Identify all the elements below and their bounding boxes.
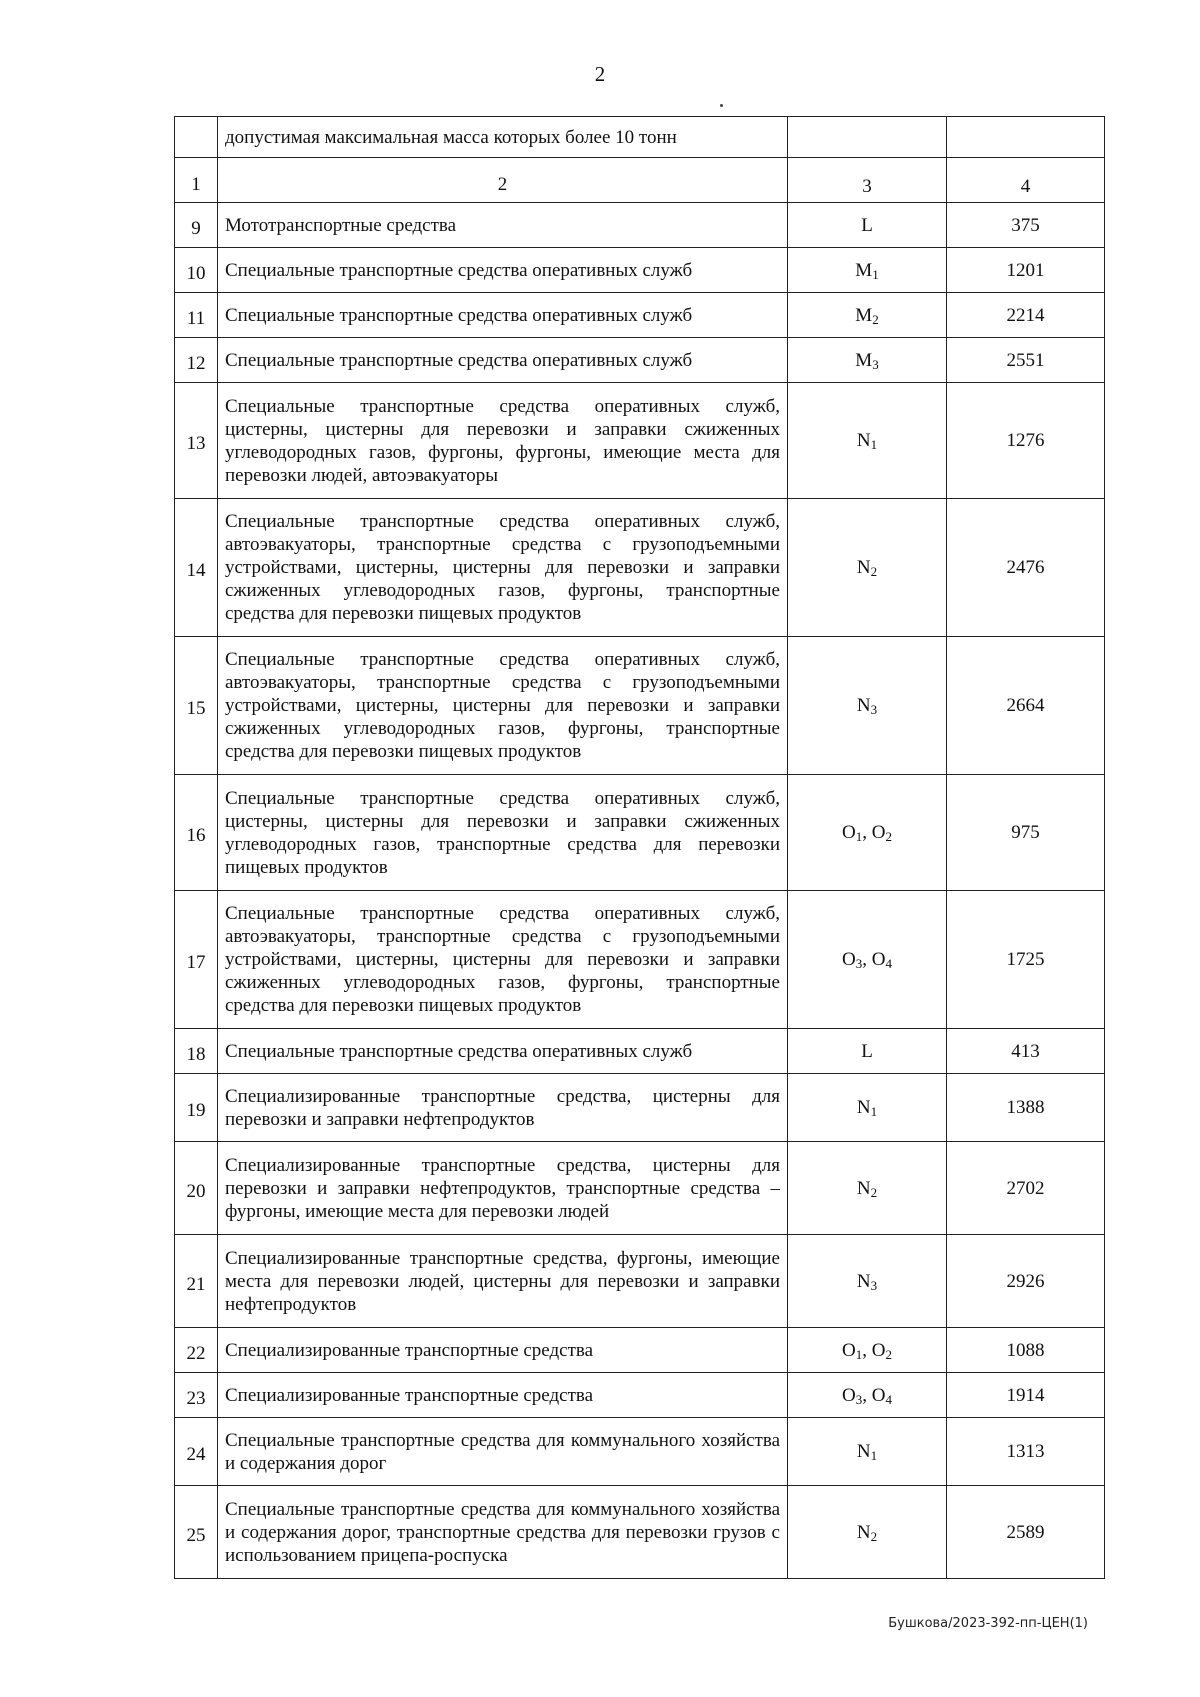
tariff-value: 1201 bbox=[947, 248, 1105, 293]
row-number: 22 bbox=[175, 1328, 218, 1373]
row-number: 18 bbox=[175, 1029, 218, 1074]
row-number: 14 bbox=[175, 499, 218, 637]
continuation-text: допустимая максимальная масса которых более 10 тонн bbox=[218, 117, 788, 158]
category-letter: L bbox=[861, 1040, 873, 1062]
category-letter: O bbox=[871, 822, 886, 843]
category-letter: O bbox=[842, 949, 856, 970]
continuation-row bbox=[175, 117, 1105, 158]
table-row bbox=[175, 891, 1105, 1029]
category-subscript: 4 bbox=[885, 1391, 892, 1407]
vehicle-description: Специализированные транспортные средства bbox=[218, 1328, 788, 1373]
continuation-val-cell bbox=[947, 117, 1105, 158]
scan-dot bbox=[720, 104, 723, 107]
tariff-value: 413 bbox=[947, 1029, 1105, 1074]
row-number: 10 bbox=[175, 248, 218, 293]
category-subscript: 1 bbox=[870, 1448, 878, 1463]
table-row bbox=[175, 1373, 1105, 1418]
category-letter: O bbox=[842, 822, 856, 843]
row-number: 17 bbox=[175, 891, 218, 1029]
vehicle-category bbox=[788, 1486, 947, 1579]
tariff-value: 2664 bbox=[947, 637, 1105, 775]
category-subscript: 1 bbox=[872, 266, 879, 282]
category-subscript: 2 bbox=[885, 1346, 892, 1362]
vehicle-description: Специальные транспортные средства оперативных служб, автоэвакуаторы, транспортные средства с грузоподъемными устройствами, цистерны, цистерны для перевозки и заправки сжиженных углеводородных газов, фургоны, транспортные средства для перевозки пищевых продуктов bbox=[218, 637, 788, 775]
table-row bbox=[175, 1074, 1105, 1142]
vehicle-category bbox=[788, 293, 947, 338]
column-number-row bbox=[175, 158, 1105, 203]
category-letter: O bbox=[842, 1339, 856, 1361]
vehicle-description: Специальные транспортные средства оперативных служб, цистерны, цистерны для перевозки и заправки сжиженных углеводородных газов, транспортные средства для перевозки пищевых продуктов bbox=[218, 775, 788, 891]
vehicle-category bbox=[788, 1029, 947, 1074]
vehicle-description: Специальные транспортные средства оперативных служб bbox=[218, 293, 788, 338]
page-number: 2 bbox=[594, 62, 606, 86]
row-number: 23 bbox=[175, 1373, 218, 1418]
tariff-value: 1725 bbox=[947, 891, 1105, 1029]
tariff-value: 2476 bbox=[947, 499, 1105, 637]
vehicle-category: $O_1$, $O_2$ bbox=[788, 775, 947, 891]
vehicle-description: Специализированные транспортные средства, цистерны для перевозки и заправки нефтепродуктов, транспортные средства – фургоны, имеющие места для перевозки людей bbox=[218, 1142, 788, 1235]
vehicle-description: Специальные транспортные средства для коммунального хозяйства и содержания дорог bbox=[218, 1418, 788, 1486]
row-number: 21 bbox=[175, 1235, 218, 1328]
vehicle-category bbox=[788, 248, 947, 293]
category-subscript: 1 bbox=[855, 1346, 863, 1362]
category-letter: O bbox=[871, 1384, 886, 1406]
category-subscript: 4 bbox=[885, 956, 892, 971]
table-row bbox=[175, 775, 1105, 891]
vehicle-category bbox=[788, 1074, 947, 1142]
vehicle-category bbox=[788, 383, 947, 499]
column-number-3: 3 bbox=[788, 158, 947, 203]
category-letter: N bbox=[856, 1270, 871, 1292]
vehicle-description: Специализированные транспортные средства bbox=[218, 1373, 788, 1418]
category-subscript: 3 bbox=[870, 1277, 878, 1293]
category-subscript: 3 bbox=[855, 956, 863, 971]
category-letter: N bbox=[856, 1177, 871, 1199]
vehicle-category bbox=[788, 637, 947, 775]
category-subscript: 1 bbox=[870, 437, 878, 452]
tariff-value: 2589 bbox=[947, 1486, 1105, 1579]
category-subscript: 3 bbox=[855, 1391, 863, 1407]
vehicle-description: Специальные транспортные средства оперативных служб, автоэвакуаторы, транспортные средства с грузоподъемными устройствами, цистерны, цистерны для перевозки и заправки сжиженных углеводородных газов, фургоны, транспортные средства для перевозки пищевых продуктов bbox=[218, 891, 788, 1029]
row-number: 16 bbox=[175, 775, 218, 891]
row-number: 24 bbox=[175, 1418, 218, 1486]
vehicle-category bbox=[788, 338, 947, 383]
vehicle-description: Специализированные транспортные средства, цистерны для перевозки и заправки нефтепродуктов bbox=[218, 1074, 788, 1142]
continuation-cat-cell bbox=[788, 117, 947, 158]
table-row bbox=[175, 1142, 1105, 1235]
category-letter: N bbox=[856, 557, 871, 578]
category-subscript: 1 bbox=[870, 1104, 878, 1119]
category-letter: N bbox=[856, 1521, 871, 1543]
tariff-value: 375 bbox=[947, 203, 1105, 248]
vehicle-category: $O_1$, $O_2$ bbox=[788, 1328, 947, 1373]
vehicle-category bbox=[788, 1235, 947, 1328]
vehicle-category bbox=[788, 203, 947, 248]
tariff-value: 1388 bbox=[947, 1074, 1105, 1142]
vehicle-description: Специальные транспортные средства оперативных служб, автоэвакуаторы, транспортные средства с грузоподъемными устройствами, цистерны, цистерны для перевозки и заправки сжиженных углеводородных газов, фургоны, транспортные средства для перевозки пищевых продуктов bbox=[218, 499, 788, 637]
category-subscript: 3 bbox=[870, 702, 878, 717]
table-row bbox=[175, 203, 1105, 248]
table-row bbox=[175, 1486, 1105, 1579]
column-number-4: 4 bbox=[947, 158, 1105, 203]
category-letter: M bbox=[855, 259, 873, 281]
category-letter: N bbox=[856, 1441, 871, 1462]
table-row bbox=[175, 1328, 1105, 1373]
document-reference: Бушкова/2023-392-пп-ЦЕН(1) bbox=[888, 1616, 1088, 1631]
vehicle-description: Специальные транспортные средства оперативных служб bbox=[218, 248, 788, 293]
category-subscript: 2 bbox=[872, 311, 879, 327]
category-letter: M bbox=[855, 304, 873, 326]
category-subscript: 2 bbox=[870, 1528, 878, 1544]
vehicle-description: Специальные транспортные средства оперативных служб bbox=[218, 1029, 788, 1074]
row-number: 25 bbox=[175, 1486, 218, 1579]
category-letter: L bbox=[861, 214, 873, 236]
row-number: 15 bbox=[175, 637, 218, 775]
category-letter: N bbox=[856, 695, 871, 716]
row-number: 19 bbox=[175, 1074, 218, 1142]
table-row bbox=[175, 293, 1105, 338]
tariff-table bbox=[174, 116, 1105, 1579]
category-subscript: 2 bbox=[885, 829, 892, 844]
category-letter: N bbox=[856, 430, 871, 451]
continuation-num-cell bbox=[175, 117, 218, 158]
row-number: 12 bbox=[175, 338, 218, 383]
tariff-value: 2214 bbox=[947, 293, 1105, 338]
category-letter: O bbox=[871, 1339, 886, 1361]
column-number-1: 1 bbox=[175, 158, 218, 203]
table-row bbox=[175, 637, 1105, 775]
column-number-2: 2 bbox=[218, 158, 788, 203]
row-number: 9 bbox=[175, 203, 218, 248]
table-row bbox=[175, 383, 1105, 499]
vehicle-category: $O_3$, $O_4$ bbox=[788, 891, 947, 1029]
vehicle-description: Специальные транспортные средства оперативных служб bbox=[218, 338, 788, 383]
tariff-value: 1914 bbox=[947, 1373, 1105, 1418]
tariff-value: 1276 bbox=[947, 383, 1105, 499]
table-row bbox=[175, 499, 1105, 637]
tariff-value: 1313 bbox=[947, 1418, 1105, 1486]
table-row bbox=[175, 1418, 1105, 1486]
table-row bbox=[175, 338, 1105, 383]
row-number: 11 bbox=[175, 293, 218, 338]
vehicle-description: Специализированные транспортные средства, фургоны, имеющие места для перевозки людей, цистерны для перевозки и заправки нефтепродуктов bbox=[218, 1235, 788, 1328]
category-subscript: 2 bbox=[870, 1184, 878, 1200]
row-number: 13 bbox=[175, 383, 218, 499]
vehicle-category bbox=[788, 499, 947, 637]
tariff-value: 2702 bbox=[947, 1142, 1105, 1235]
vehicle-description: Специальные транспортные средства для коммунального хозяйства и содержания дорог, транспортные средства для перевозки грузов с использованием прицепа-роспуска bbox=[218, 1486, 788, 1579]
tariff-value: 975 bbox=[947, 775, 1105, 891]
category-subscript: 1 bbox=[855, 829, 863, 844]
vehicle-description: Специальные транспортные средства оперативных служб, цистерны, цистерны для перевозки и заправки сжиженных углеводородных газов, фургоны, фургоны, имеющие места для перевозки людей, автоэвакуаторы bbox=[218, 383, 788, 499]
category-letter: O bbox=[871, 949, 886, 970]
category-letter: M bbox=[855, 349, 873, 371]
vehicle-category: $O_3$, $O_4$ bbox=[788, 1373, 947, 1418]
category-letter: N bbox=[856, 1097, 871, 1118]
table-row bbox=[175, 1029, 1105, 1074]
tariff-value: 2926 bbox=[947, 1235, 1105, 1328]
vehicle-description: Мототранспортные средства bbox=[218, 203, 788, 248]
table-row bbox=[175, 248, 1105, 293]
vehicle-category bbox=[788, 1418, 947, 1486]
category-subscript: 2 bbox=[870, 564, 878, 579]
row-number: 20 bbox=[175, 1142, 218, 1235]
tariff-value: 2551 bbox=[947, 338, 1105, 383]
tariff-value: 1088 bbox=[947, 1328, 1105, 1373]
vehicle-category bbox=[788, 1142, 947, 1235]
table-row bbox=[175, 1235, 1105, 1328]
category-letter: O bbox=[842, 1384, 856, 1406]
category-subscript: 3 bbox=[872, 356, 879, 372]
